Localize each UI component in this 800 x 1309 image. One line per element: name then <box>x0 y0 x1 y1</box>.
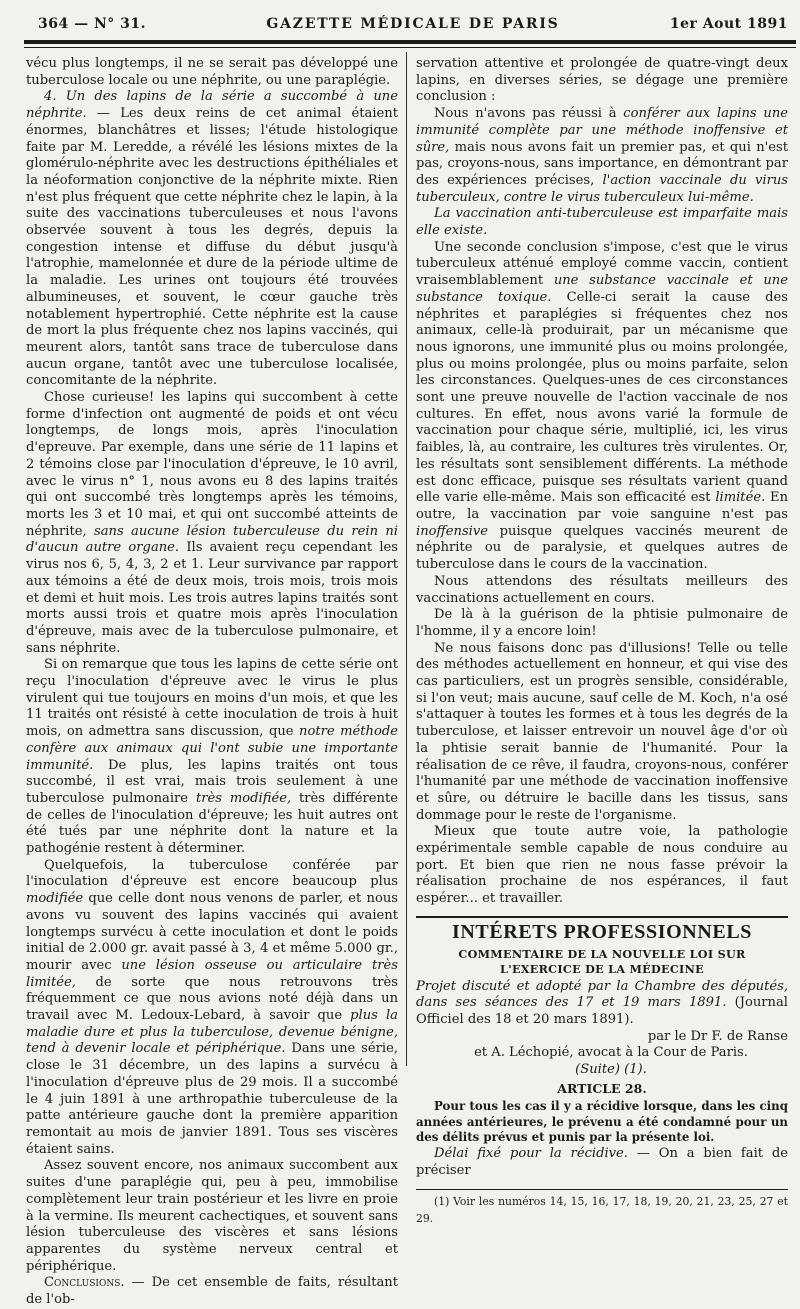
continuation-note: (Suite) (1). <box>575 1062 647 1078</box>
paragraph: Si on remarque que tous les lapins de cette série ont reçu l'inoculation d'épreuve avec le virus le plus virulent qui tue toujours en moins d'un mois, et que les 11 traités ont résisté à cette inoculation de trois à huit mois, on admettra sans discussion, que notre méthode confère aux animaux qui l'ont subie une importante immunité. De plus, les lapins traités ont tous succombé, il est vrai, mais trois seulement à une tuberculose pulmonaire très modifiée, très différente de celles de l'inoculation d'épreuve; les huit autres ont été tués par une néphrite dont la nature et la pathogénie restent à déterminer. <box>26 657 399 857</box>
paragraph: Ne nous faisons donc pas d'illusions! Telle ou telle des méthodes actuellement en honneur, et qui vise des cas particuliers, est un progrès sensible, considérable, si l'on veut; mais aucune, sauf celle de M. Koch, n'a osé s'attaquer à toutes les formes et à tous les degrés de la tuberculose, et laisser entrevoir un nouvel âge d'or où la phtisie serait bannie de l'humanité. Pour la réalisation de ce rêve, il faudra, croyons-nous, conférer l'humanité par une méthode de vaccination inoffensive et sûre, ou détruire le bacille dans les tissus, sans dommage pour le reste de l'organisme. <box>416 640 788 823</box>
paragraph: Une seconde conclusion s'impose, c'est que le virus tuberculeux atténué employé comme vaccin, contient vraisemblablement une substance vaccinale et une substance toxique. Celle-ci serait la cause des néphrites et paraplégies si fréquentes chez nos animaux, celle-là produirait, par un mécanisme que nous ignorons, une immunité plus ou moins prolongée, plus ou moins prolongée, plus ou moins parfaite, selon les circonstances. Quelques-unes de ces circonstances sont une preuve nouvelle de l'action vaccinale de nos cultures. En effet, nous avons varié la formule de vaccination pour chaque série, multiplié, ici, les virus faibles, là, au contraire, les cultures très virulentes. Or, les résultats sont sensiblement différents. La méthode est donc efficace, puisque ses résultats varient quand elle varie elle-même. Mais son efficacité est limitée. En outre, la vaccination par voie sanguine n'est pas inoffensive puisque quelques vaccinés meurent de néphrite ou de paralysie, et quelques autres de tuberculose dans le cours de la vaccination. <box>416 239 789 573</box>
paragraph: Conclusions. — De cet ensemble de faits, résultant de l'ob- <box>26 1275 398 1308</box>
paragraph: 4. Un des lapins de la série a succombé à une néphrite. — Les deux reins de cet animal étaient énormes, blanchâtres et lisses; l'étude histologique faite par M. Leredde, a révélé les lésions mixtes de la glomérulo-néphrite avec les destructions épithéliales et la néoformation conjonctive de la néphrite mixte. Rien n'est plus fréquent que cette néphrite chez le lapin, à la suite des vaccinations tuberculeuses et nous l'avons observée souvent à tous les degrés, depuis la congestion intense et diffuse du début jusqu'à l'atrophie, mamelonnée et dure de la période ultime de la maladie. Les urines ont toujours été trouvées albumineuses, et souvent, le cœur gauche très notablement hypertrophié. Cette néphrite est la cause de mort la plus fréquente chez nos lapins vaccinés, qui meurent alors, tantôt sans trace de tuberculose dans aucun organe, tantôt avec une tuberculose localisée, concomitante de la néphrite. <box>26 89 398 389</box>
section-intro: Projet discuté et adopté par la Chambre des députés, dans ses séances des 17 et 19 mars 1891. (Journal Officiel des 18 et 20 mars 1891). <box>416 978 788 1027</box>
article-heading: ARTICLE 28. <box>557 1080 647 1096</box>
running-head <box>38 14 788 36</box>
footnote-rule <box>416 1189 788 1190</box>
paragraph: Assez souvent encore, nos animaux succombent aux suites d'une paraplégie qui, peu à peu, immobilise complètement leur train postérieur et les livre en proie à la vermine. Ils meurent cachectiques, et souvent sans lésion tuberculeuse des viscères et sans lésions apparentes du système nerveux central et périphérique. <box>26 1158 398 1274</box>
paragraph: Nous n'avons pas réussi à conférer aux lapins une immunité complète par une méthode inoffensive et sûre, mais nous avons fait un premier pas, et qui n'est pas, croyons-nous, sans importance, en démontrant par des expériences précises, l'action vaccinale du virus tuberculeux, contre le virus tuberculeux lui-même. <box>416 106 789 205</box>
column-divider <box>406 52 407 1066</box>
journal-title: GAZETTE MÉDICALE DE PARIS <box>266 16 560 32</box>
section-rule <box>416 916 788 918</box>
page-number: 364 — N° 31. <box>38 16 146 32</box>
paragraph: Chose curieuse! les lapins qui succombent à cette forme d'infection ont augmenté de poids et ont vécu longtemps, de longs mois, après l'inoculation d'epreuve. Par exemple, dans une série de 11 lapins et 2 témoins close par l'inoculation d'épreuve, le 10 avril, avec le virus n° 1, nous avons eu 8 des lapins traités qui ont succombé très longtemps après les témoins, morts les 3 et 10 mai, et qui ont succombé atteints de néphrite, sans aucune lésion tuberculeuse du rein ni d'aucun autre organe. Ils avaient reçu cependant les virus nos 6, 5, 4, 3, 2 et 1. Leur survivance par rapport aux témoins a été de deux mois, trois mois, trois mois et demi et huit mois. Les trois autres lapins traités sont morts aussi trois et quatre mois après l'inoculation d'épreuve, mais avec de la tuberculose pulmonaire, et sans néphrite. <box>26 390 398 656</box>
byline-coauthor: et A. Léchopié, avocat à la Cour de Paris. <box>474 1045 748 1061</box>
byline-authors: par le Dr F. de Ranse <box>647 1028 788 1044</box>
header-rule-heavy <box>24 40 796 44</box>
footnote: (1) Voir les numéros 14, 15, 16, 17, 18, 19, 20, 21, 23, 25, 27 et 29. <box>416 1195 788 1226</box>
paragraph: servation attentive et prolongée de quatre-vingt deux lapins, en diverses séries, se dégage une première conclusion : <box>416 56 788 105</box>
paragraph: Nous attendons des résultats meilleurs des vaccinations actuellement en cours. <box>416 573 788 606</box>
paragraph: vécu plus longtemps, il ne se serait pas développé une tuberculose locale ou une néphrite, ou une paraplégie. <box>26 56 398 88</box>
section-title: INTÉRETS PROFESSIONNELS <box>451 920 752 943</box>
paragraph: Mieux que toute autre voie, la pathologie expérimentale semble capable de nous conduire au port. Et bien que rien ne nous fasse prévoir la réalisation prochaine de nos espérances, il faut espérer... et travailler. <box>416 824 788 907</box>
paragraph: Quelquefois, la tuberculose conférée par l'inoculation d'épreuve est encore beaucoup plus modifiée que celle dont nous venons de parler, et nous avons vu souvent des lapins vaccinés qui avaient longtemps survécu à cette inoculation et dont le poids initial de 2.000 gr. avait passé à 3, 4 et même 5.000 gr., mourir avec une lésion osseuse ou articulaire très limitée, de sorte que nous retrouvons très fréquemment ce que nous avions noté déjà dans un travail avec M. Ledoux-Lebard, à savoir que plus la maladie dure et plus la tuberculose, devenue bénigne, tend à devenir locale et périphérique. Dans une série, close le 31 décembre, un des lapins a survécu à l'inoculation d'épreuve plus de 29 mois. Il a succombé le 4 juin 1891 à une arthropathie tuberculeuse de la patte antérieure gauche dont la première apparition remontait au mois de janvier 1891. Tous ses viscères étaient sains. <box>26 857 398 1157</box>
article-text: Pour tous les cas il y a récidive lorsque, dans les cinq années antérieures, le prévenu a été condamné pour un des délits prévus et punis par la présente loi. <box>416 1099 788 1145</box>
paragraph: De là à la guérison de la phtisie pulmonaire de l'homme, il y a encore loin! <box>416 607 788 639</box>
header-rule-light <box>24 47 796 48</box>
section-subtitle: COMMENTAIRE DE LA NOUVELLE LOI SUR L'EXERCICE DE LA MÉDECINE <box>458 946 746 976</box>
left-column <box>26 56 398 1309</box>
issue-date: 1er Aout 1891 <box>669 16 788 32</box>
right-column <box>416 56 788 1228</box>
paragraph: La vaccination anti-tuberculeuse est imparfaite mais elle existe. <box>416 206 788 239</box>
paragraph: Délai fixé pour la récidive. — On a bien fait de préciser <box>416 1145 788 1178</box>
